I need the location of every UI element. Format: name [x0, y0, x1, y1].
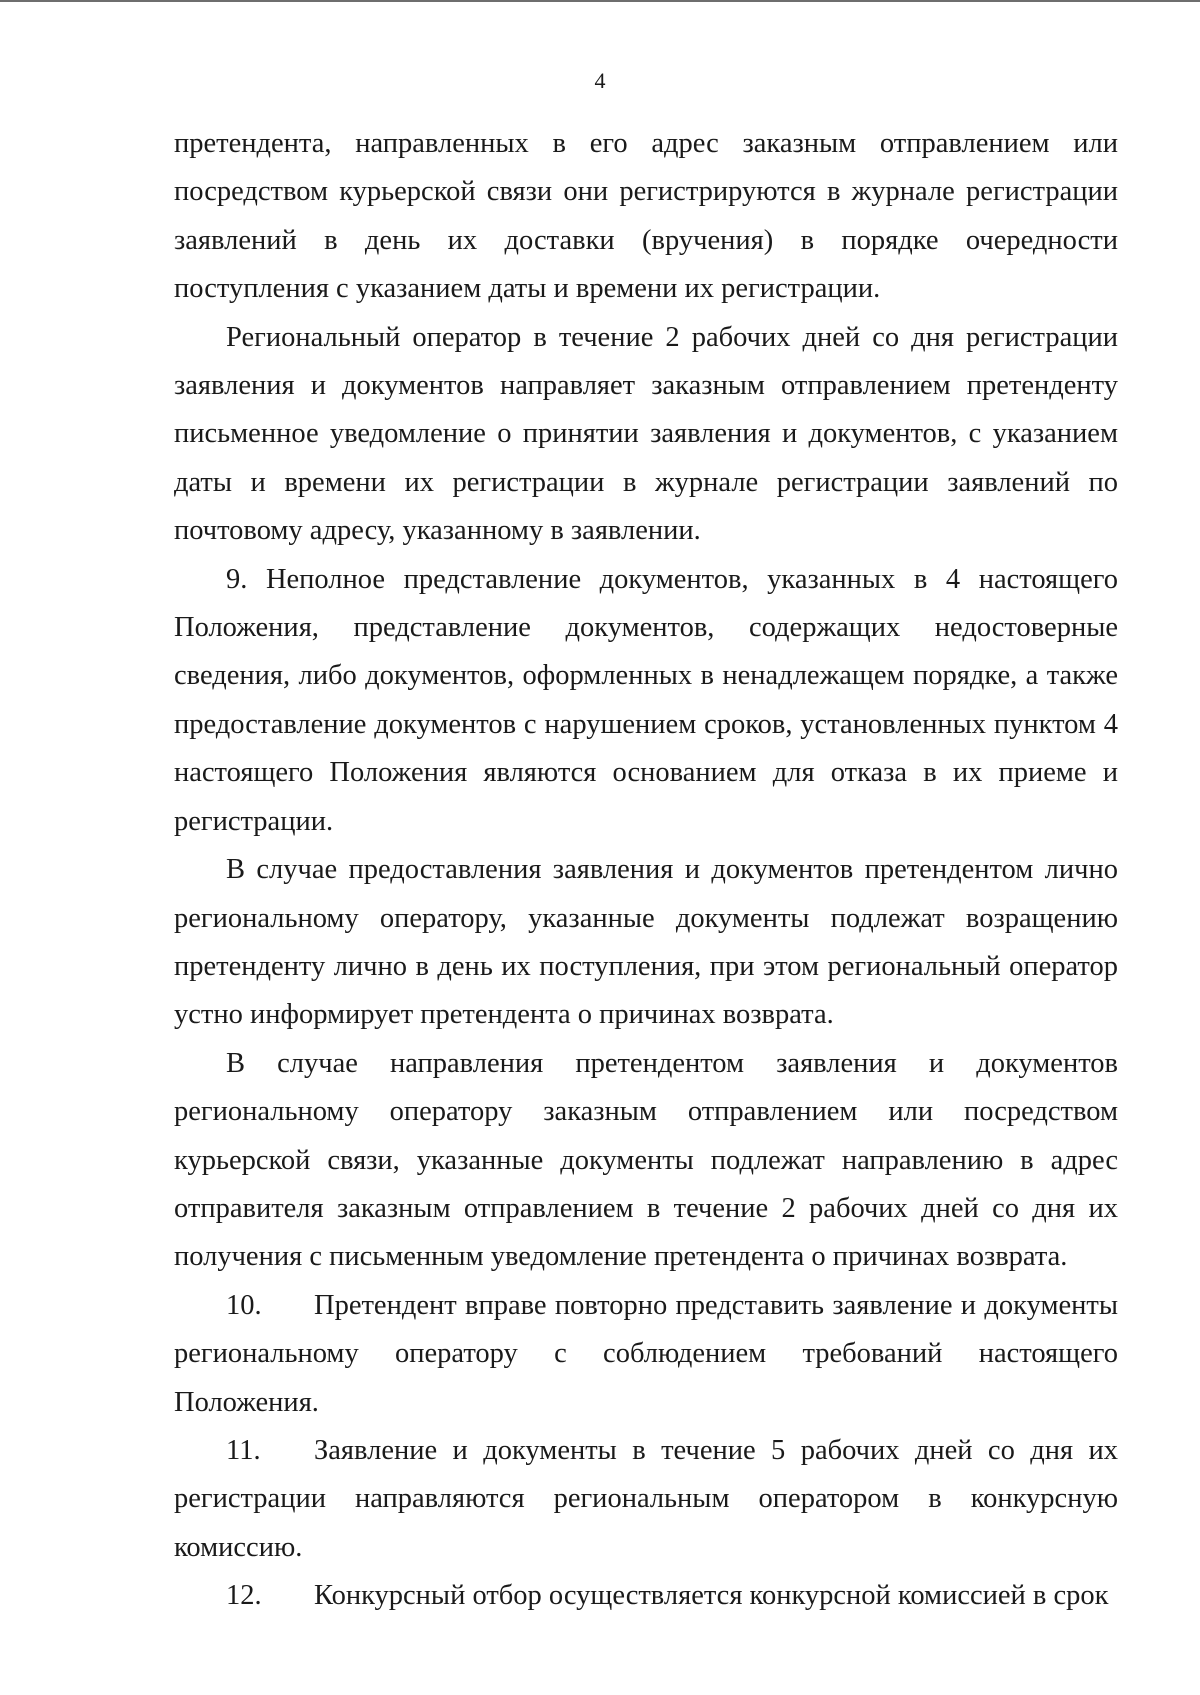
paragraph-number: 10.: [226, 1289, 262, 1321]
paragraph-text: претендента, направленных в его адрес заказным отправлением или посредством курьерской связи они регистрируются в журнале регистрации заявлений в день их доставки (вручения) в порядке очередности поступления с указанием даты и времени их регистрации.: [174, 128, 1118, 305]
paragraph-text: Региональный оператор в течение 2 рабочих дней со дня регистрации заявления и документов направляет заказным отправлением претенденту письменное уведомление о принятии заявления и документов, с указанием даты и времени их регистрации в журнале регистрации заявлений по почтовому адресу, указанному в заявлении.: [174, 321, 1118, 547]
top-border-line: [0, 0, 1200, 2]
paragraph-personal-return: [174, 846, 1118, 1040]
paragraph-text: Заявление и документы в течение 5 рабочих дней со дня их регистрации направляются региональным оператором в конкурсную комиссию.: [174, 1434, 1118, 1563]
paragraph-number: 12.: [226, 1580, 262, 1612]
paragraph-continuation: [174, 120, 1118, 314]
paragraph-text: В случае предоставления заявления и документов претендентом лично региональному оператору, указанные документы подлежат возращению претенденту лично в день их поступления, при этом региональный оператор устно информирует претендента о причинах возврата.: [174, 854, 1118, 1031]
paragraph-number: 11.: [226, 1434, 261, 1466]
paragraph-notification: [174, 314, 1118, 556]
paragraph-text: В случае направления претендентом заявления и документов региональному оператору заказным отправлением или посредством курьерской связи, указанные документы подлежат направлению в адрес отправителя заказным отправлением в течение 2 рабочих дней со дня их получения с письменным уведомление претендента о причинах возврата.: [174, 1047, 1118, 1273]
paragraph-text: Конкурсный отбор осуществляется конкурсной комиссией в срок: [314, 1580, 1109, 1612]
paragraph-9: [174, 556, 1118, 846]
paragraph-10: [174, 1282, 1118, 1427]
paragraph-mail-return: [174, 1040, 1118, 1282]
paragraph-12: [174, 1572, 1118, 1620]
page-number: 4: [594, 68, 606, 93]
paragraph-text: Претендент вправе повторно представить заявление и документы региональному оператору с соблюдением требований настоящего Положения.: [174, 1289, 1118, 1418]
document-body: [174, 120, 1118, 1621]
paragraph-11: [174, 1427, 1118, 1572]
paragraph-text: 9. Неполное представление документов, указанных в 4 настоящего Положения, представление документов, содержащих недостоверные сведения, либо документов, оформленных в ненадлежащем порядке, а также предоставление документов с нарушением сроков, установленных пунктом 4 настоящего Положения являются основанием для отказа в их приеме и регистрации.: [174, 563, 1118, 837]
